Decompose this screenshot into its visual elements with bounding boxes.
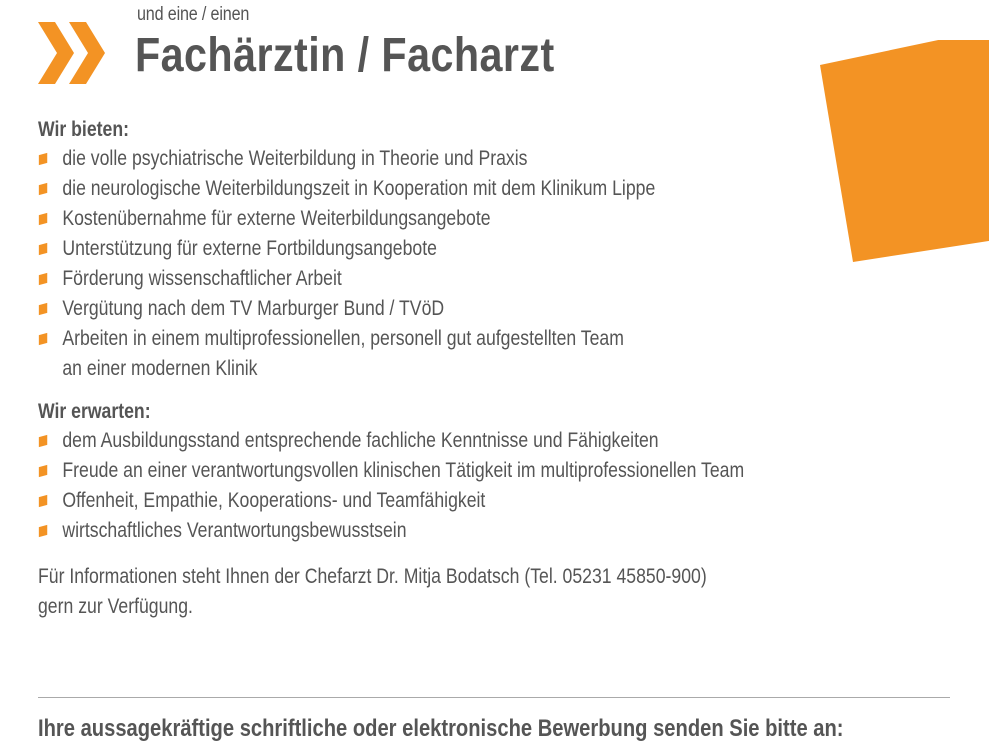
list-item: Arbeiten in einem multiprofessionellen, personell gut aufgestellten Team an einer modernen Klinik (38, 324, 836, 384)
divider (38, 697, 950, 698)
header-subtitle: und eine / einen (137, 4, 250, 25)
list-item: wirtschaftliches Verantwortungsbewusstsein (38, 516, 836, 546)
page-title: Fachärztin / Facharzt (135, 29, 555, 82)
expect-section (38, 398, 836, 546)
bullet-icon (39, 525, 47, 537)
contact-info-line: gern zur Verfügung. (38, 595, 193, 618)
list-item: dem Ausbildungsstand entsprechende fachliche Kenntnisse und Fähigkeiten (38, 426, 836, 456)
bullet-icon (39, 213, 47, 225)
list-item: Freude an einer verantwortungsvollen klinischen Tätigkeit im multiprofessionellen Team (38, 456, 836, 486)
offer-list (38, 144, 836, 384)
expect-heading: Wir erwarten: (38, 400, 151, 423)
bullet-icon (39, 153, 47, 165)
bullet-icon (39, 333, 47, 345)
list-item: die neurologische Weiterbildungszeit in Kooperation mit dem Klinikum Lippe (38, 174, 836, 204)
offer-heading: Wir bieten: (38, 118, 129, 141)
contact-info-line: Für Informationen steht Ihnen der Chefarzt Dr. Mitja Bodatsch (Tel. 05231 45850-900) (38, 565, 707, 588)
bullet-icon (39, 465, 47, 477)
list-item: Vergütung nach dem TV Marburger Bund / TVöD (38, 294, 836, 324)
expect-list (38, 426, 836, 546)
list-item: die volle psychiatrische Weiterbildung in Theorie und Praxis (38, 144, 836, 174)
bullet-icon (39, 303, 47, 315)
list-item: Förderung wissenschaftlicher Arbeit (38, 264, 836, 294)
bullet-icon (39, 183, 47, 195)
bullet-icon (39, 273, 47, 285)
bullet-icon (39, 243, 47, 255)
list-item: Unterstützung für externe Fortbildungsangebote (38, 234, 836, 264)
application-note: Ihre aussagekräftige schriftliche oder elektronische Bewerbung senden Sie bitte an: (38, 715, 844, 742)
list-item: Offenheit, Empathie, Kooperations- und Teamfähigkeit (38, 486, 836, 516)
content (38, 116, 836, 622)
double-chevron-right-icon (38, 22, 108, 84)
bullet-icon (39, 495, 47, 507)
list-item: Kostenübernahme für externe Weiterbildungsangebote (38, 204, 836, 234)
contact-info (38, 562, 836, 622)
decorative-orange-shape (820, 40, 989, 265)
bullet-icon (39, 435, 47, 447)
